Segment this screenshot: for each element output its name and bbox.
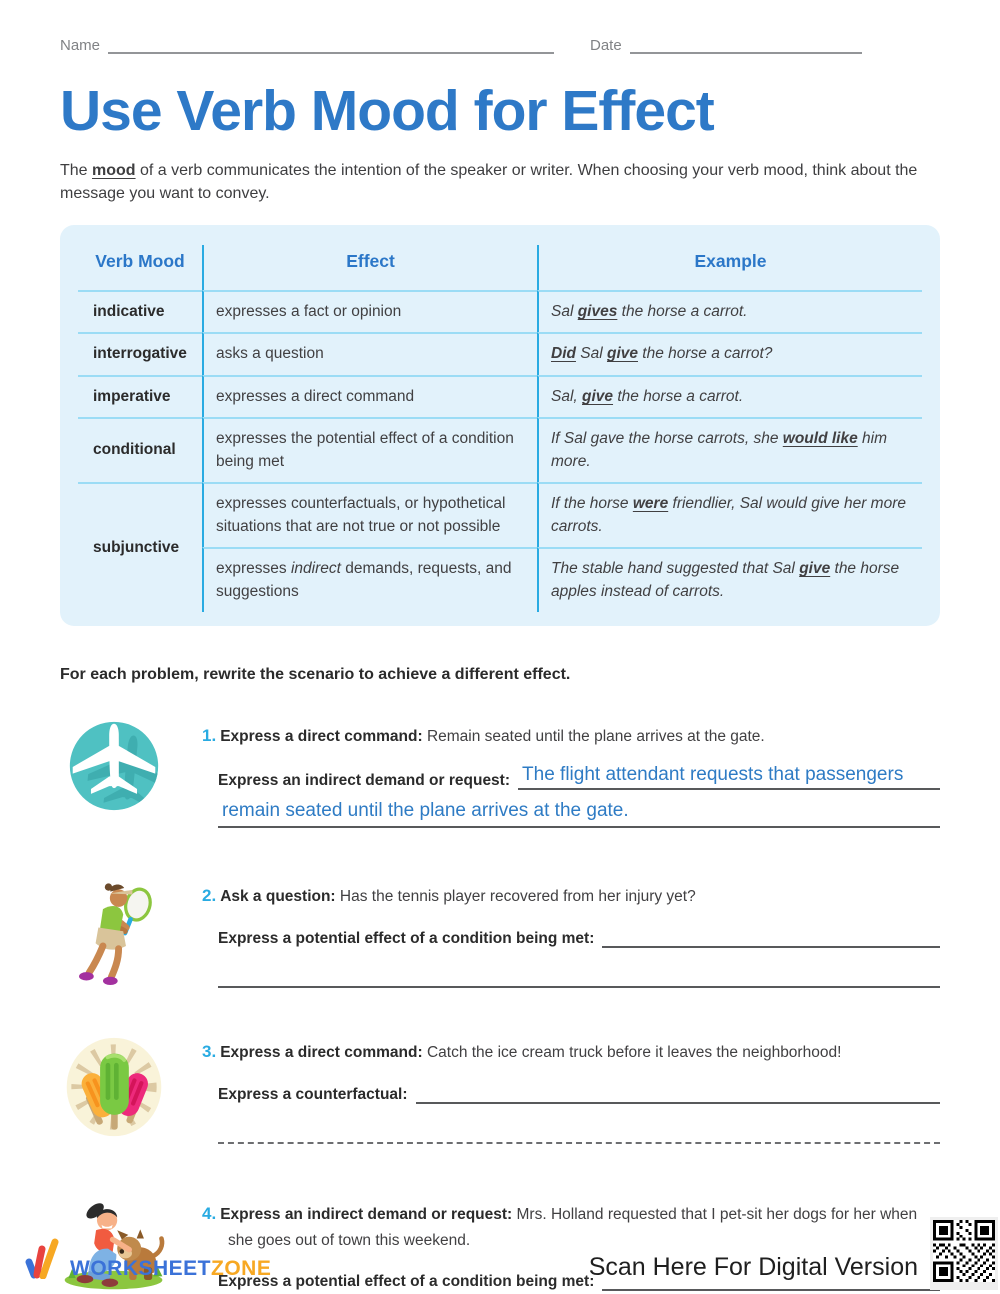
problem-number: 4.	[202, 1203, 217, 1223]
table-cell-example: Sal, give the horse a carrot.	[537, 375, 922, 417]
instructions: For each problem, rewrite the scenario to achieve a different effect.	[60, 666, 571, 684]
answer-input-line[interactable]	[416, 1080, 940, 1104]
topbar	[0, 0, 1000, 54]
name-field	[60, 34, 554, 54]
worksheet-zone-logo	[24, 1237, 271, 1284]
date-input-line[interactable]	[630, 34, 862, 54]
answer-row	[218, 764, 940, 790]
table-cell-example: If the horse were friendlier, Sal would give her more carrots.	[537, 482, 922, 547]
table-cell-example: If Sal gave the horse carrots, she would like him more.	[537, 417, 922, 482]
problem-number: 1.	[202, 726, 217, 746]
logo-text-worksheet: WORKSHEET	[70, 1257, 211, 1280]
table-cell-mood: conditional	[78, 417, 202, 482]
table-cell-mood: indicative	[78, 290, 202, 332]
table-header-effect: Effect	[202, 245, 537, 289]
problem-3	[60, 1034, 940, 1144]
logo-text-zone: ZONE	[211, 1257, 272, 1280]
table-cell-effect: expresses a direct command	[202, 375, 537, 417]
table-cell-mood: subjunctive	[78, 482, 202, 612]
logo-w-icon	[24, 1237, 62, 1284]
date-label: Date	[590, 37, 622, 54]
answer-label: Express a potential effect of a condition being met:	[218, 929, 595, 947]
name-label: Name	[60, 37, 101, 54]
table-cell-effect: expresses counterfactuals, or hypothetical situations that are not true or not possible	[202, 482, 537, 547]
intro-text: of a verb communicates the intention of the speaker or writer. When choosing your verb mood, think about the message you want to convey.	[60, 162, 918, 202]
table-header-verb-mood: Verb Mood	[95, 251, 185, 272]
answer-input-line[interactable]	[602, 924, 940, 948]
answer-row	[218, 924, 940, 948]
intro-paragraph	[60, 160, 940, 205]
problems-list	[60, 718, 940, 1294]
table-cell-effect: expresses indirect demands, requests, and suggestions	[202, 547, 537, 612]
qr-code-icon	[930, 1217, 998, 1290]
scan-here-text: Scan Here For Digital Version	[588, 1253, 918, 1281]
answer-label: Express a potential effect of a condition being met:	[218, 1273, 595, 1291]
answer-input-line[interactable]: The flight attendant requests that passengers	[518, 764, 940, 790]
table-cell-effect: expresses a fact or opinion	[202, 290, 537, 332]
problem-2	[60, 878, 940, 990]
table-cell-effect: expresses the potential effect of a condition being met	[202, 417, 537, 482]
tennis-player-icon	[60, 878, 168, 990]
table-cell-example: Sal gives the horse a carrot.	[537, 290, 922, 332]
answer-row	[218, 1080, 940, 1104]
table-cell-example: Did Sal give the horse a carrot?	[537, 332, 922, 374]
problem-prompt: 1. Express a direct command: Remain seated until the plane arrives at the gate.	[202, 726, 765, 746]
problem-number: 2.	[202, 885, 217, 905]
name-input-line[interactable]	[108, 34, 554, 54]
table-header-example: Example	[537, 245, 922, 289]
answer-input-line[interactable]	[218, 1132, 940, 1144]
popsicles-icon	[60, 1034, 168, 1140]
table-cell-mood: interrogative	[78, 332, 202, 374]
table-cell-mood: imperative	[78, 375, 202, 417]
problem-prompt: 4. Express an indirect demand or request: Mrs. Holland requested that I pet-sit her dogs for her when she goes out of town this weekend.	[202, 1203, 918, 1249]
problem-prompt: 2. Ask a question: Has the tennis player recovered from her injury yet?	[202, 885, 696, 905]
problem-1	[60, 718, 940, 828]
answer-label: Express a counterfactual:	[218, 1085, 408, 1103]
footer	[0, 1214, 1000, 1294]
intro-text: The	[60, 162, 93, 179]
date-field	[590, 34, 862, 54]
answer-label: Express an indirect demand or request:	[218, 771, 511, 789]
airplane-icon	[60, 718, 168, 814]
answer-input-line[interactable]: remain seated until the plane arrives at the gate.	[218, 800, 940, 828]
problem-prompt: 3. Express a direct command: Catch the ice cream truck before it leaves the neighborhood!	[202, 1041, 842, 1061]
page-title: Use Verb Mood for Effect	[60, 79, 714, 143]
intro-mood-term: mood	[92, 162, 136, 179]
table-cell-effect: asks a question	[202, 332, 537, 374]
answer-input-line[interactable]	[218, 976, 940, 988]
problem-number: 3.	[202, 1041, 217, 1061]
verb-mood-table	[60, 225, 940, 626]
table-cell-example: The stable hand suggested that Sal give the horse apples instead of carrots.	[537, 547, 922, 612]
